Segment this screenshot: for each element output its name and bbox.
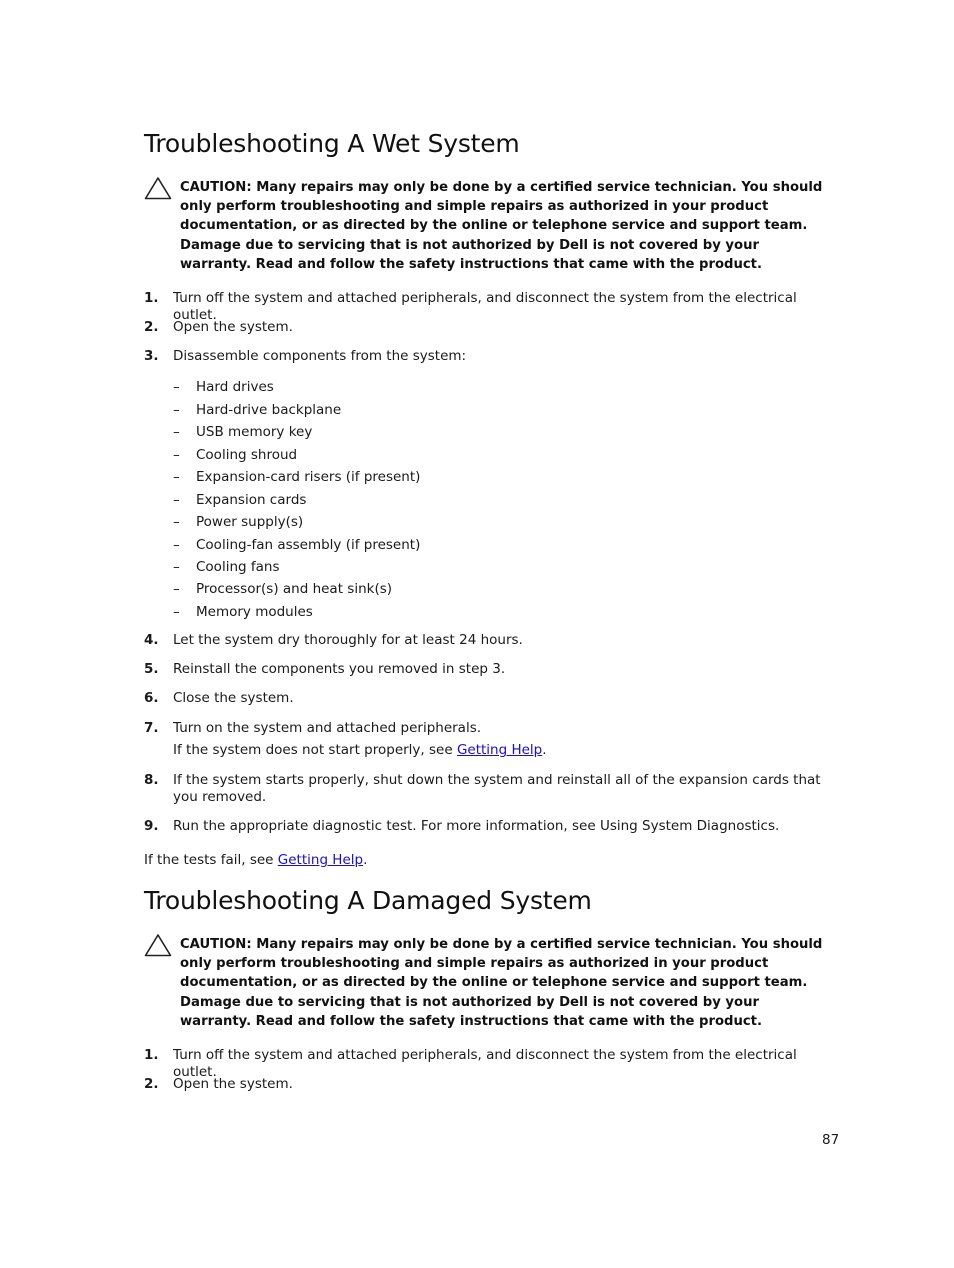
page-number: 87 xyxy=(822,1132,840,1148)
step-text: Turn off the system and attached peripherals, and disconnect the system from the electrical outlet. xyxy=(173,290,797,323)
step-text: Run the appropriate diagnostic test. For more information, see Using System Diagnostics. xyxy=(173,818,780,834)
step-text: Disassemble components from the system: xyxy=(173,348,467,364)
tests-fail-note xyxy=(144,852,367,869)
caution-text: CAUTION: Many repairs may only be done by a certified service technician. You should only perform troubleshooting and simple repairs as authorized in your product documentation, or as directed by the online or telephone service and support team. Damage due to servicing that is not authorized by Dell is not covered by your warranty. Read and follow the safety instructions that came with the product. xyxy=(180,937,823,1029)
step-number: 2. xyxy=(144,319,159,335)
step-number: 6. xyxy=(144,690,159,706)
warning-triangle-icon xyxy=(144,933,172,957)
step-text: Close the system. xyxy=(173,690,294,706)
note-suffix: . xyxy=(542,742,547,758)
dash-bullet: – xyxy=(173,402,180,418)
dash-bullet: – xyxy=(173,537,180,553)
component-text: Cooling shroud xyxy=(196,447,298,463)
step-number: 4. xyxy=(144,632,159,648)
step-number: 1. xyxy=(144,290,159,306)
component-text: Expansion-card risers (if present) xyxy=(196,469,421,485)
dash-bullet: – xyxy=(173,424,180,440)
step-text: Turn on the system and attached peripherals. xyxy=(173,720,482,736)
dash-bullet: – xyxy=(173,604,180,620)
step-text: If the system starts properly, shut down the system and reinstall all of the expansion cards that you removed. xyxy=(173,772,821,805)
step-number: 3. xyxy=(144,348,159,364)
component-text: USB memory key xyxy=(196,424,313,440)
component-text: Cooling fans xyxy=(196,559,280,575)
getting-help-link[interactable]: Getting Help xyxy=(456,742,543,758)
step-text: Open the system. xyxy=(173,319,293,335)
note-prefix: If the system does not start properly, see xyxy=(173,742,457,758)
step-number: 1. xyxy=(144,1047,159,1063)
component-text: Hard drives xyxy=(196,379,274,395)
section-title-damaged-system: Troubleshooting A Damaged System xyxy=(144,886,592,915)
step-text: Turn off the system and attached peripherals, and disconnect the system from the electrical outlet. xyxy=(173,1047,797,1080)
dash-bullet: – xyxy=(173,469,180,485)
component-text: Cooling-fan assembly (if present) xyxy=(196,537,421,553)
step-number: 2. xyxy=(144,1076,159,1092)
getting-help-link[interactable]: Getting Help xyxy=(277,852,364,868)
fail-prefix: If the tests fail, see xyxy=(144,852,278,868)
dash-bullet: – xyxy=(173,581,180,597)
step-number: 9. xyxy=(144,818,159,834)
caution-text: CAUTION: Many repairs may only be done by a certified service technician. You should only perform troubleshooting and simple repairs as authorized in your product documentation, or as directed by the online or telephone service and support team. Damage due to servicing that is not authorized by Dell is not covered by your warranty. Read and follow the safety instructions that came with the product. xyxy=(180,180,823,272)
dash-bullet: – xyxy=(173,492,180,508)
step-number: 5. xyxy=(144,661,159,677)
dash-bullet: – xyxy=(173,447,180,463)
warning-triangle-icon xyxy=(144,176,172,200)
dash-bullet: – xyxy=(173,559,180,575)
step-text: Let the system dry thoroughly for at least 24 hours. xyxy=(173,632,523,648)
step-text: Reinstall the components you removed in step 3. xyxy=(173,661,506,677)
step-text: Open the system. xyxy=(173,1076,293,1092)
step-number: 8. xyxy=(144,772,159,788)
component-text: Hard-drive backplane xyxy=(196,402,342,418)
section-title-wet-system: Troubleshooting A Wet System xyxy=(144,129,520,158)
fail-suffix: . xyxy=(363,852,368,868)
component-text: Power supply(s) xyxy=(196,514,304,530)
step-number: 7. xyxy=(144,720,159,736)
component-text: Memory modules xyxy=(196,604,313,620)
dash-bullet: – xyxy=(173,514,180,530)
step-note xyxy=(173,742,829,759)
component-text: Expansion cards xyxy=(196,492,307,508)
dash-bullet: – xyxy=(173,379,180,395)
component-text: Processor(s) and heat sink(s) xyxy=(196,581,393,597)
